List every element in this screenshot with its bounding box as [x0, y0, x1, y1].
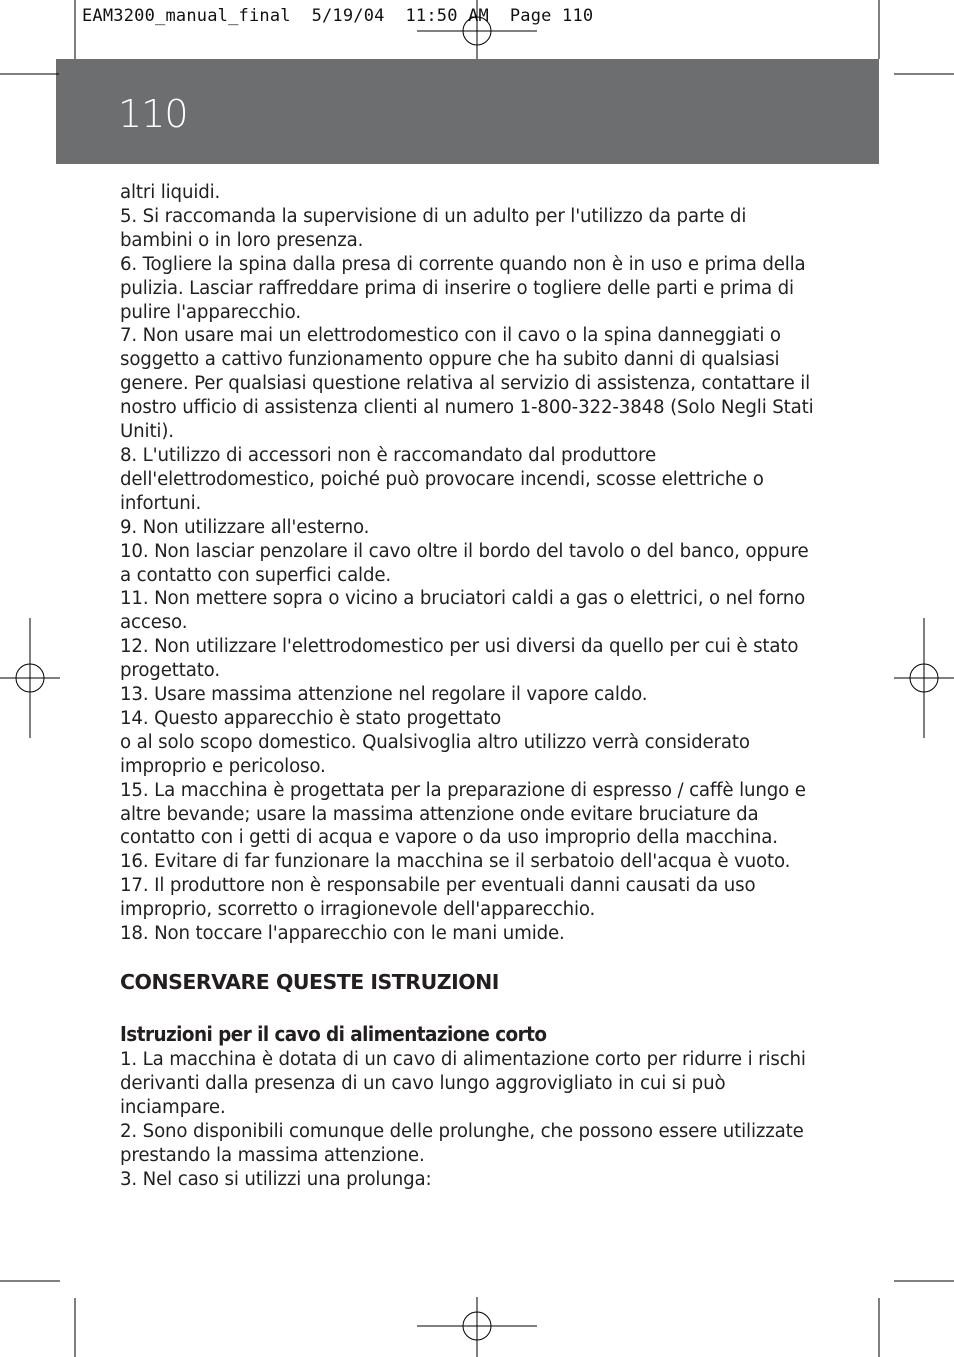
cord-instructions-heading: Istruzioni per il cavo di alimentazione corto	[120, 1022, 547, 1046]
safety-item: 14. Questo apparecchio è stato progettato	[120, 707, 502, 729]
cord-instruction-item: 1. La macchina è dotata di un cavo di alimentazione corto per ridurre i rischi derivanti dalla presenza di un cavo lungo aggrovigliato in cui si può inciampare.	[120, 1049, 806, 1118]
safety-item: 18. Non toccare l'apparecchio con le mani umide.	[120, 923, 565, 945]
safety-item: 16. Evitare di far funzionare la macchina se il serbatoio dell'acqua è vuoto.	[120, 851, 791, 873]
safety-item: 9. Non utilizzare all'esterno.	[120, 516, 370, 538]
page-number: 110	[118, 92, 188, 136]
safety-item: 12. Non utilizzare l'elettrodomestico per usi diversi da quello per cui è stato progettato.	[120, 636, 799, 682]
safety-item: 8. L'utilizzo di accessori non è raccomandato dal produttore dell'elettrodomestico, poiché può provocare incendi, scosse elettriche o infortuni.	[120, 444, 764, 514]
safety-item: o al solo scopo domestico. Qualsivoglia altro utilizzo verrà considerato improprio e pericoloso.	[120, 731, 750, 777]
page-body	[120, 181, 816, 1191]
safety-item: 17. Il produttore non è responsabile per eventuali danni causati da uso improprio, scorretto o irragionevole dell'apparecchio.	[120, 875, 756, 921]
safety-item: 15. La macchina è progettata per la preparazione di espresso / caffè lungo e altre bevande; usare la massima attenzione onde evitare bruciature da contatto con i getti di acqua e vapore o da uso improprio della macchina.	[120, 779, 806, 849]
section-heading: CONSERVARE QUESTE ISTRUZIONI	[120, 970, 499, 994]
safety-item: 5. Si raccomanda la supervisione di un adulto per l'utilizzo da parte di bambini o in loro presenza.	[120, 205, 747, 251]
safety-item: 11. Non mettere sopra o vicino a bruciatori caldi a gas o elettrici, o nel forno acceso.	[120, 588, 806, 634]
safety-item: 10. Non lasciar penzolare il cavo oltre il bordo del tavolo o del banco, oppure a contatto con superfici calde.	[120, 540, 809, 586]
cord-instruction-item: 2. Sono disponibili comunque delle prolunghe, che possono essere utilizzate prestando la massima attenzione.	[120, 1120, 804, 1166]
cord-instruction-item: 3. Nel caso si utilizzi una prolunga:	[120, 1168, 432, 1190]
safety-item: altri liquidi.	[120, 182, 221, 203]
safety-item: 13. Usare massima attenzione nel regolare il vapore caldo.	[120, 684, 648, 706]
safety-item: 7. Non usare mai un elettrodomestico con il cavo o la spina danneggiati o soggetto a cattivo funzionamento oppure che ha subito danni di qualsiasi genere. Per qualsiasi questione relativa al servizio di assistenza, contattare il nostro ufficio di assistenza clienti al numero 1-800-322-3848 (Solo Negli Stati Uniti).	[120, 325, 814, 443]
print-slug-line: EAM3200_manual_final 5/19/04 11:50 AM Page 110	[82, 6, 594, 26]
safety-item: 6. Togliere la spina dalla presa di corrente quando non è in uso e prima della pulizia. Lasciar raffreddare prima di inserire o togliere delle parti e prima di pulire l'apparecchio.	[120, 253, 806, 323]
